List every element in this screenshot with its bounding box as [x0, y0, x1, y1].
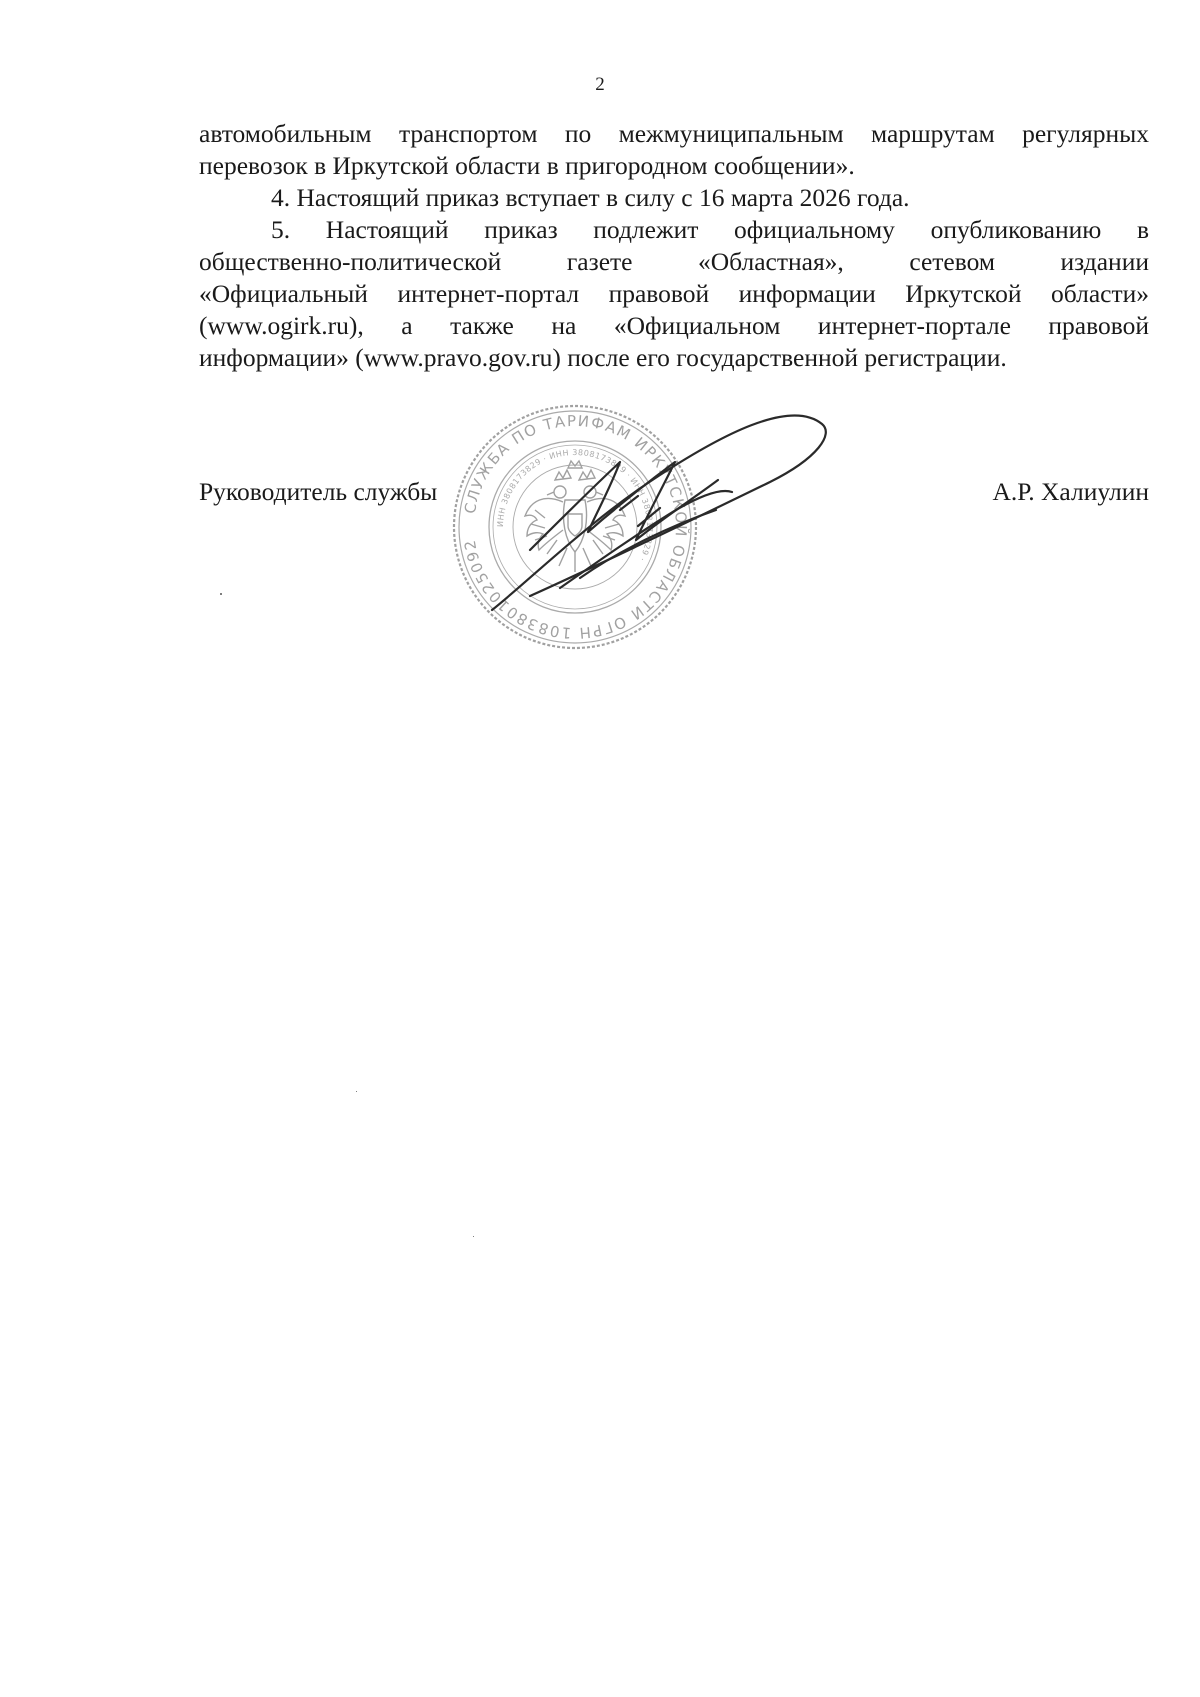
text-line: информации» (www.pravo.gov.ru) после его государственной регистрации.: [199, 343, 1007, 372]
text-line: (www.ogirk.ru), а также на «Официальном интернет-портале правовой: [199, 311, 1149, 340]
text-line: «Официальный интернет-портал правовой информации Иркутской области»: [199, 279, 1149, 308]
signer-name: А.Р. Халиулин: [992, 477, 1149, 506]
seal-inner-text: ИНН 3808173829 · ИНН 3808173829 · ИНН 3808173829 ·: [495, 447, 655, 563]
text-line: перевозок в Иркутской области в пригородном сообщении».: [199, 151, 855, 180]
handwritten-signature: [470, 400, 870, 630]
scan-speck: [220, 593, 222, 595]
text-line: автомобильным транспортом по межмуниципальным маршрутам регулярных: [199, 119, 1149, 148]
text-line: 4. Настоящий приказ вступает в силу с 16 марта 2026 года.: [271, 183, 910, 212]
seal-outer-text: СЛУЖБА ПО ТАРИФАМ ИРКУТСКОЙ ОБЛАСТИ ОГРН 1083801025092: [460, 411, 691, 643]
page-number: 2: [595, 74, 605, 95]
signature-icon: [470, 400, 870, 630]
scan-speck: [473, 1236, 474, 1237]
scan-speck: [356, 1091, 357, 1092]
text-line: 5. Настоящий приказ подлежит официальному опубликованию в: [271, 215, 1149, 244]
signer-title: Руководитель службы: [199, 477, 438, 506]
signature-block: [0, 0, 1200, 700]
text-line: общественно-политической газете «Областная», сетевом издании: [199, 247, 1149, 276]
